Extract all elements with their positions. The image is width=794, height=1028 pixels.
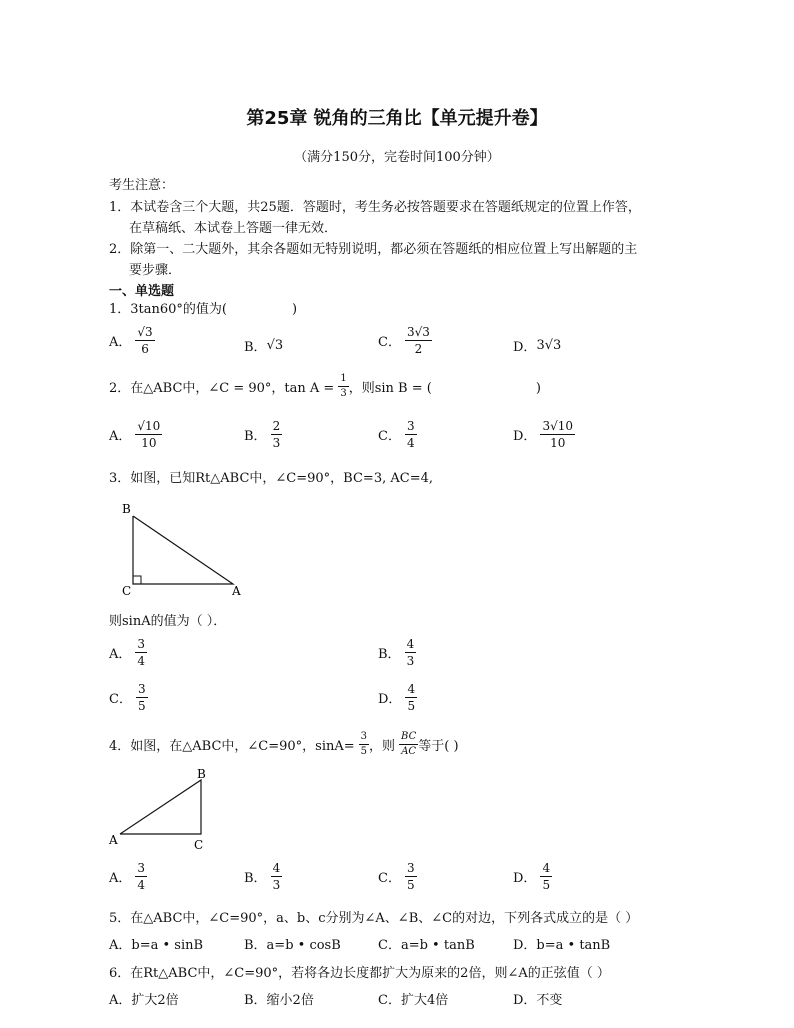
fraction: $\frac{4}{3}$ — [406, 637, 415, 668]
notice-item-2-cont: 要步骤． — [129, 263, 182, 278]
q2-stem: 2．在△ABC中，∠C = 90°，tan A = $\frac{1}{3}$ ，则sin B = ( ) — [109, 373, 541, 399]
q4-option-c[interactable] — [378, 862, 417, 891]
q5-option-a[interactable]: A．b=a • sinB — [109, 938, 204, 953]
fraction: $\frac{3√10}{10}$ — [542, 419, 573, 450]
fraction: $\frac{3}{5}$ — [406, 861, 415, 892]
option-label: A． — [109, 429, 132, 444]
notice-item-2: 2．除第一、二大题外，其余各题如无特别说明，都必须在答题纸的相应位置上写出解题的主 — [109, 242, 638, 257]
fraction: $\frac{BC}{AC}$ — [401, 731, 417, 757]
q2-option-b[interactable] — [244, 420, 282, 449]
q3-option-b[interactable] — [378, 638, 416, 667]
vertex-label-b: B — [122, 502, 131, 516]
vertex-label-a: A — [109, 833, 118, 847]
option-label: C． — [378, 871, 401, 886]
option-label: B． — [244, 871, 267, 886]
option-label: B． — [244, 429, 267, 444]
q6-option-d[interactable]: D．不变 — [513, 993, 563, 1008]
option-label: C． — [109, 692, 132, 707]
fraction: $\frac{3}{5}$ — [137, 682, 146, 713]
q5-stem: 5．在△ABC中，∠C=90°，a、b、c分别为∠A、∠B、∠C的对边，下列各式成立的是（ ） — [109, 911, 639, 926]
q5-option-b[interactable]: B．a=b • cosB — [244, 938, 341, 953]
q4-option-a[interactable] — [109, 862, 147, 891]
q1-option-c[interactable] — [378, 326, 432, 355]
fraction: $\frac{3}{4}$ — [137, 861, 146, 892]
option-value: 3√3 — [536, 338, 562, 353]
q3-option-a[interactable] — [109, 638, 147, 667]
fraction: $\frac{4}{5}$ — [542, 861, 551, 892]
vertex-label-c: C — [122, 584, 132, 598]
option-label: C． — [378, 429, 401, 444]
q3-stem: 3．如图，已知Rt△ABC中，∠C=90°，BC=3, AC=4, — [109, 471, 433, 486]
q2-option-a[interactable] — [109, 420, 162, 449]
option-label: A． — [109, 871, 132, 886]
option-label: A． — [109, 335, 132, 350]
q3-triangle-figure — [115, 500, 255, 600]
q1-option-b[interactable] — [244, 336, 283, 355]
triangle-outline — [120, 780, 201, 834]
option-label: D． — [378, 692, 402, 707]
q3-ask: 则sinA的值为（ ）． — [109, 614, 227, 629]
option-label: B． — [244, 340, 267, 355]
q3-option-d[interactable] — [378, 683, 417, 712]
section-heading: 一、单选题 — [109, 284, 175, 299]
q4-option-d[interactable] — [513, 862, 552, 891]
fraction: $\frac{3}{4}$ — [406, 419, 415, 450]
option-label: D． — [513, 871, 537, 886]
q5-option-c[interactable]: C．a=b • tanB — [378, 938, 475, 953]
notice-item-1: 1．本试卷含三个大题，共25题．答题时，考生务必按答题要求在答题纸规定的位置上作答， — [109, 200, 641, 215]
q4-triangle-figure — [105, 766, 225, 856]
right-angle-mark — [133, 576, 141, 584]
option-value: √3 — [266, 338, 284, 353]
q2-option-d[interactable] — [513, 420, 575, 449]
q1-option-a[interactable] — [109, 326, 155, 355]
vertex-label-c: C — [194, 838, 204, 852]
q6-stem: 6．在Rt△ABC中，∠C=90°，若将各边长度都扩大为原来的2倍，则∠A的正弦值（ ） — [109, 966, 610, 981]
fraction: $\frac{3√3}{2}$ — [406, 325, 430, 356]
option-label: D． — [513, 340, 537, 355]
triangle-outline — [133, 516, 233, 584]
notice-item-1-cont: 在草稿纸、本试卷上答题一律无效． — [129, 221, 338, 236]
option-label: C． — [378, 335, 401, 350]
q1-stem: 1．3tan60°的值为( ) — [109, 302, 298, 317]
fraction: $\frac{1}{3}$ — [340, 373, 347, 399]
option-label: B． — [378, 647, 401, 662]
q3-option-c[interactable] — [109, 683, 148, 712]
fraction: $\frac{3}{4}$ — [137, 637, 146, 668]
fraction: $\frac{4}{3}$ — [272, 861, 281, 892]
q6-option-a[interactable]: A．扩大2倍 — [109, 993, 179, 1008]
q2-option-c[interactable] — [378, 420, 417, 449]
vertex-label-a: A — [232, 584, 241, 598]
fraction: $\frac{√10}{10}$ — [137, 419, 161, 450]
fraction: $\frac{3}{5}$ — [360, 731, 368, 757]
option-label: A． — [109, 647, 132, 662]
q5-option-d[interactable]: D．b=a • tanB — [513, 938, 611, 953]
notice-heading: 考生注意： — [109, 178, 175, 193]
fraction: $\frac{2}{3}$ — [272, 419, 281, 450]
q6-option-c[interactable]: C．扩大4倍 — [378, 993, 449, 1008]
page-subtitle: （满分150分，完卷时间100分钟） — [294, 150, 500, 165]
q1-option-d[interactable] — [513, 336, 561, 355]
vertex-label-b: B — [197, 767, 206, 781]
option-label: D． — [513, 429, 537, 444]
fraction: $\frac{√3}{6}$ — [137, 325, 153, 356]
q6-option-b[interactable]: B．缩小2倍 — [244, 993, 314, 1008]
fraction: $\frac{4}{5}$ — [407, 682, 416, 713]
q4-option-b[interactable] — [244, 862, 282, 891]
q4-stem: 4．如图，在△ABC中，∠C=90°，sinA= $\frac{3}{5}$ ，则 $\frac{BC}{AC}$ 等于( ) — [109, 731, 459, 757]
page-title: 第25章 锐角的三角比【单元提升卷】 — [246, 108, 548, 129]
